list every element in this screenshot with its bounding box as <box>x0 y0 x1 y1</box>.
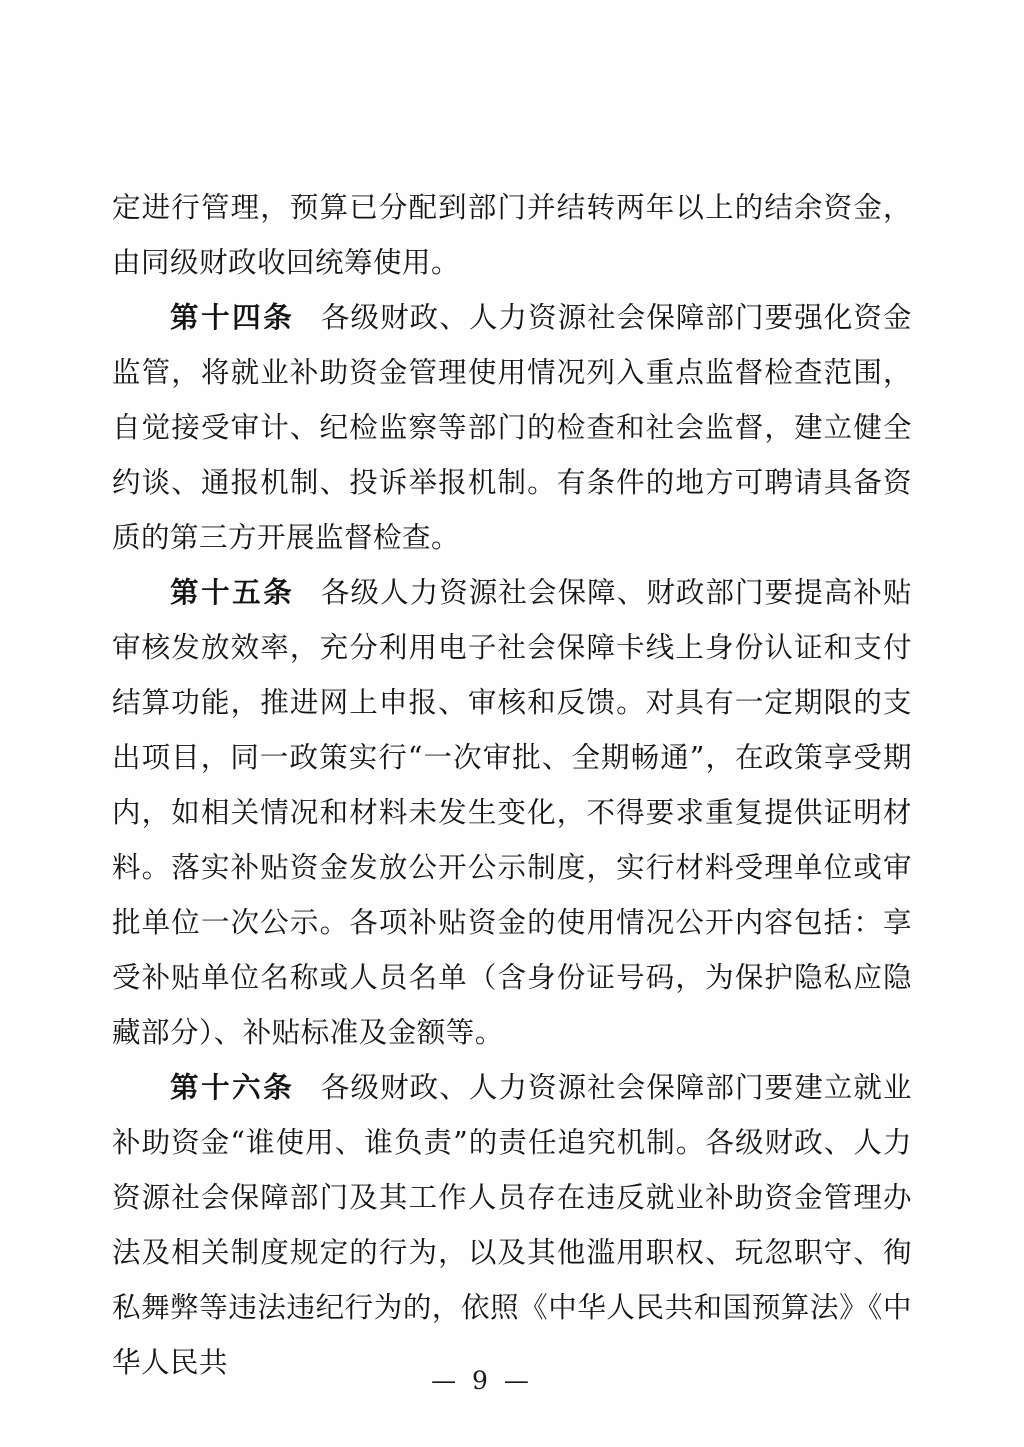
paragraph-article-15 <box>112 565 912 1060</box>
paragraph-article-14 <box>112 290 912 565</box>
page-number: — 9 — <box>431 1366 533 1395</box>
page-text-body <box>112 180 912 1390</box>
article-label-15: 第十五条 <box>170 575 295 609</box>
paragraph-text: 定进行管理，预算已分配到部门并结转两年以上的结余资金，由同级财政收回统筹使用。 <box>112 191 912 279</box>
article-label-14: 第十四条 <box>170 300 295 334</box>
paragraph-article-16 <box>112 1060 912 1390</box>
paragraph-text: 各级人力资源社会保障、财政部门要提高补贴审核发放效率，充分利用电子社会保障卡线上身份认证和支付结算功能，推进网上申报、审核和反馈。对具有一定期限的支出项目，同一政策实行“一次审批、全期畅通”，在政策享受期内，如相关情况和材料未发生变化，不得要求重复提供证明材料。落实补贴资金发放公开公示制度，实行材料受理单位或审批单位一次公示。各项补贴资金的使用情况公开内容包括：享受补贴单位名称或人员名单（含身份证号码，为保护隐私应隐藏部分）、补贴标准及金额等。 <box>112 576 912 1049</box>
article-label-16: 第十六条 <box>170 1070 295 1104</box>
paragraph-text: 各级财政、人力资源社会保障部门要建立就业补助资金“谁使用、谁负责”的责任追究机制。各级财政、人力资源社会保障部门及其工作人员存在违反就业补助资金管理办法及相关制度规定的行为，以及其他滥用职权、玩忽职守、徇私舞弊等违法违纪行为的，依照《中华人民共和国预算法》《中华人民共 <box>112 1071 912 1379</box>
paragraph-continued <box>112 180 912 290</box>
paragraph-text: 各级财政、人力资源社会保障部门要强化资金监管，将就业补助资金管理使用情况列入重点监督检查范围，自觉接受审计、纪检监察等部门的检查和社会监督，建立健全约谈、通报机制、投诉举报机制。有条件的地方可聘请具备资质的第三方开展监督检查。 <box>112 301 912 554</box>
